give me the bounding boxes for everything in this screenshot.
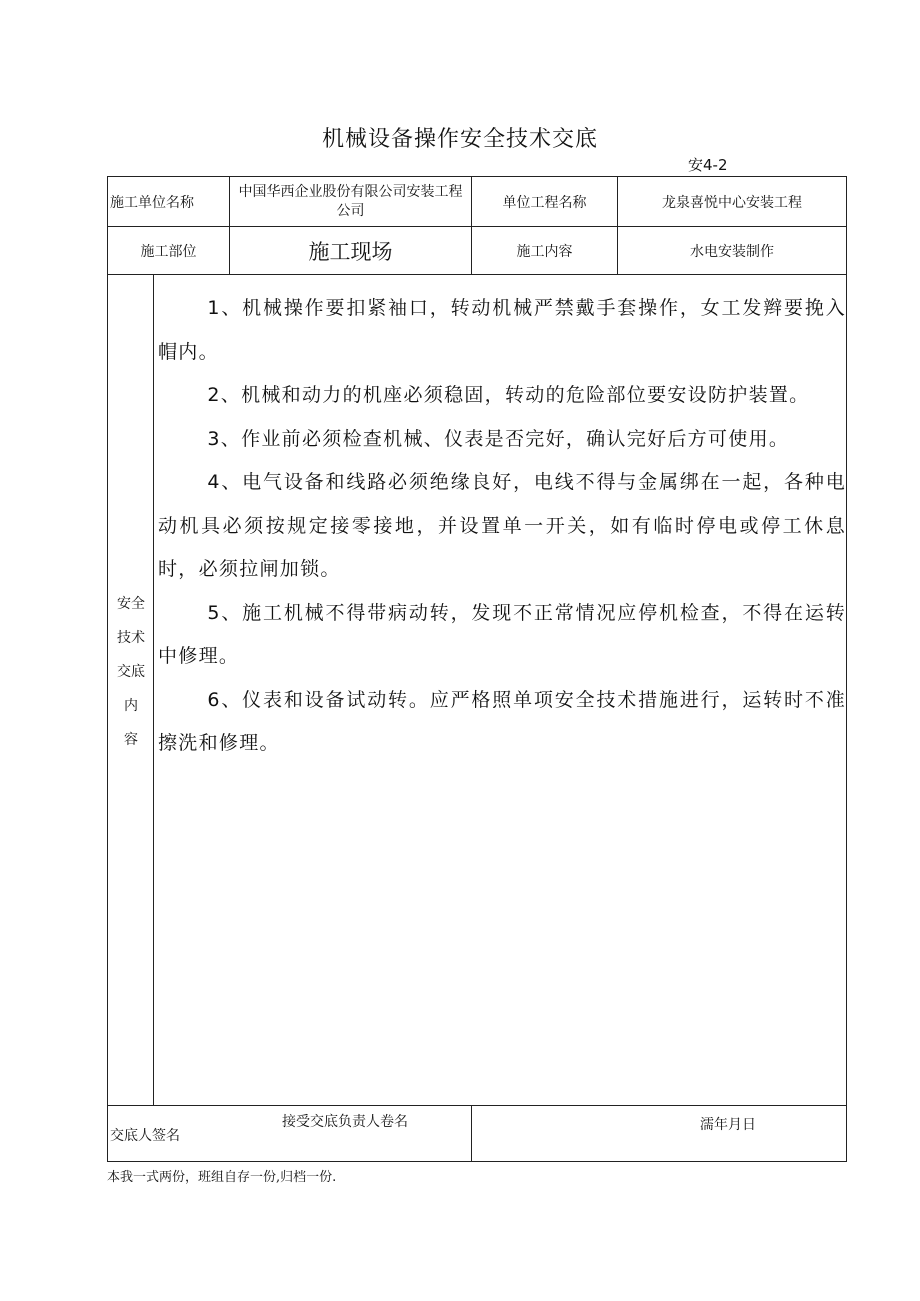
construction-content-value: 水电安装制作 <box>690 243 774 260</box>
safety-item: 6、仪表和设备试动转。应严格照单项安全技术措施进行，运转时不准擦洗和修理。 <box>158 688 846 754</box>
disclosure-form-table <box>107 176 847 1162</box>
construction-content-label: 施工内容 <box>516 243 573 260</box>
unit-project-value: 龙泉喜悦中心安装工程 <box>662 194 802 211</box>
safety-item: 1、机械操作要扣紧袖口，转动机械严禁戴手套操作，女工发辫要挽入帽内。 <box>158 297 846 363</box>
receiver-signature-label: 接受交底负责人卷名 <box>282 1114 408 1130</box>
label-line: 交底 <box>117 664 145 680</box>
row-divider <box>108 274 846 275</box>
label-line: 技术 <box>117 630 145 646</box>
construction-part-value: 施工现场 <box>308 239 393 264</box>
discloser-signature-label: 交底人签名 <box>110 1128 180 1144</box>
row-divider <box>108 1105 846 1106</box>
safety-item: 3、作业前必须检查机械、仪表是否完好，确认完好后方可使用。 <box>207 427 790 450</box>
disclosure-content-label <box>108 587 154 757</box>
construction-unit-label: 施工单位名称 <box>110 194 194 211</box>
form-code: 安4-2 <box>688 156 728 174</box>
date-label: 濡年月日 <box>700 1117 756 1133</box>
disclosure-content-text <box>158 287 846 766</box>
document-title: 机械设备操作安全技术交底 <box>321 127 598 152</box>
column-divider <box>471 1105 472 1161</box>
construction-part-label: 施工部位 <box>140 243 197 260</box>
unit-project-label: 单位工程名称 <box>502 194 587 211</box>
safety-item: 4、电气设备和线路必须绝缘良好，电线不得与金属绑在一起，各种电动机具必须按规定接零接地，并设置单一开关，如有临时停电或停工休息时，必须拉闸加锁。 <box>158 471 846 580</box>
label-line: 容 <box>124 732 138 748</box>
copies-footnote: 本我一式两份，班组自存一份,归档一份. <box>107 1170 337 1185</box>
safety-item: 5、施工机械不得带病动转，发现不正常情况应停机检查，不得在运转中修理。 <box>158 601 846 667</box>
label-line: 安全 <box>117 596 145 612</box>
label-line: 内 <box>124 698 138 714</box>
construction-unit-value: 中国华西企业股份有限公司安装工程公司 <box>238 183 463 219</box>
safety-item: 2、机械和动力的机座必须稳固，转动的危险部位要安设防护装置。 <box>207 384 810 406</box>
